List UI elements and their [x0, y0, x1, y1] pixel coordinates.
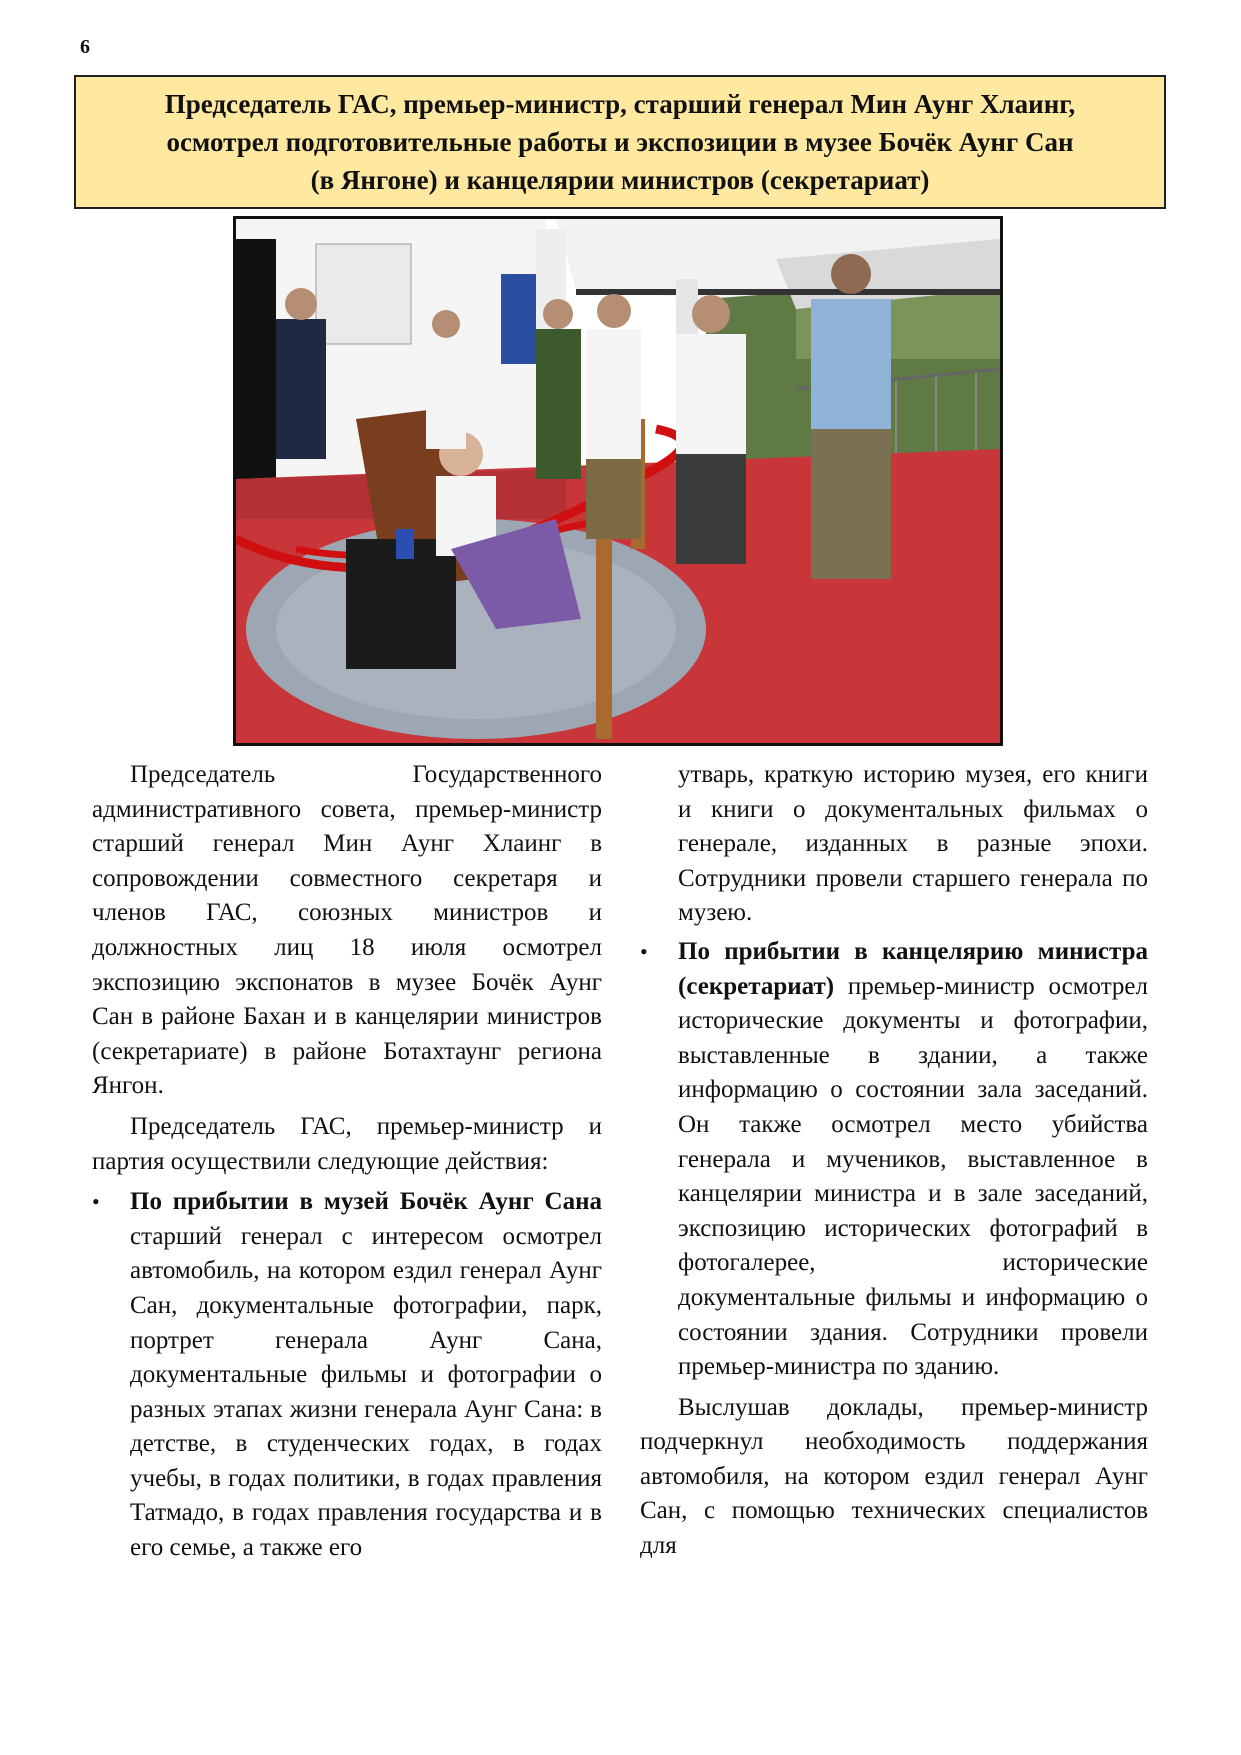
conclusion-paragraph: Выслушав доклады, премьер-министр подчеркнул необходимость поддержания автомобиля, на котором ездил генерал Аунг Сан, с помощью технических специалистов для	[640, 1393, 1148, 1560]
secretariat-bullet-heading: По прибытии в канцелярию министра (секретариат)	[678, 937, 1148, 1000]
page-number: 6	[80, 36, 90, 58]
secretariat-bullet-text: премьер-министр осмотрел исторические документы и фотографии, выставленные в здании, а также информацию о состоянии зала заседаний. Он также осмотрел место убийства генерала и мучеников, выставленное в канцелярии министра и в зале заседаний, экспозицию исторических фотографий в фотогалерее, исторические документальные фильмы и информацию о состоянии здания. Сотрудники провели премьер-министра по зданию.	[678, 972, 1148, 1381]
article-title	[74, 75, 1166, 209]
left-column	[92, 758, 602, 1572]
museum-bullet-heading: По прибытии в музей Бочёк Аунг Сана	[130, 1188, 602, 1216]
intro-paragraph: Председатель Государственного административного совета, премьер-министр старший генерал Мин Аунг Хлаинг в сопровождении совместного секретаря и членов ГАС, союзных министров и должностных лиц 18 июля осмотрел экспозицию экспонатов в музее Бочёк Аунг Сан в районе Бахан и в канцелярии министров (секретариате) в районе Ботахтаунг региона Янгон.	[92, 761, 602, 1100]
museum-photo	[233, 216, 1003, 746]
actions-paragraph: Председатель ГАС, премьер-министр и партия осуществили следующие действия:	[92, 1112, 602, 1175]
title-line-3: (в Янгоне) и канцелярии министров (секретариат)	[310, 165, 930, 195]
secretariat-bullet	[640, 935, 1148, 1385]
museum-bullet-text: старший генерал с интересом осмотрел автомобиль, на котором ездил генерал Аунг Сан, документальные фотографии, парк, портрет генерала Аунг Сана, документальные фильмы и фотографии о разных этапах жизни генерала Аунг Сана: в детстве, в студенческих годах, в годах учебы, в годах политики, в годах правления Татмадо, в годах правления государства и в его семье, а также его	[130, 1222, 602, 1562]
bullet-icon: •	[92, 1189, 100, 1215]
bullet-icon: •	[640, 938, 648, 964]
title-line-1: Председатель ГАС, премьер-министр, старший генерал Мин Аунг Хлаинг,	[164, 89, 1076, 119]
museum-bullet-continuation: утварь, краткую историю музея, его книги и книги о документальных фильмах о генерале, изданных в разные эпохи. Сотрудники провели старшего генерала по музею.	[678, 761, 1148, 927]
title-line-2: осмотрел подготовительные работы и экспозиции в музее Бочёк Аунг Сан	[166, 127, 1074, 157]
right-column	[640, 758, 1148, 1570]
museum-bullet	[92, 1185, 602, 1566]
